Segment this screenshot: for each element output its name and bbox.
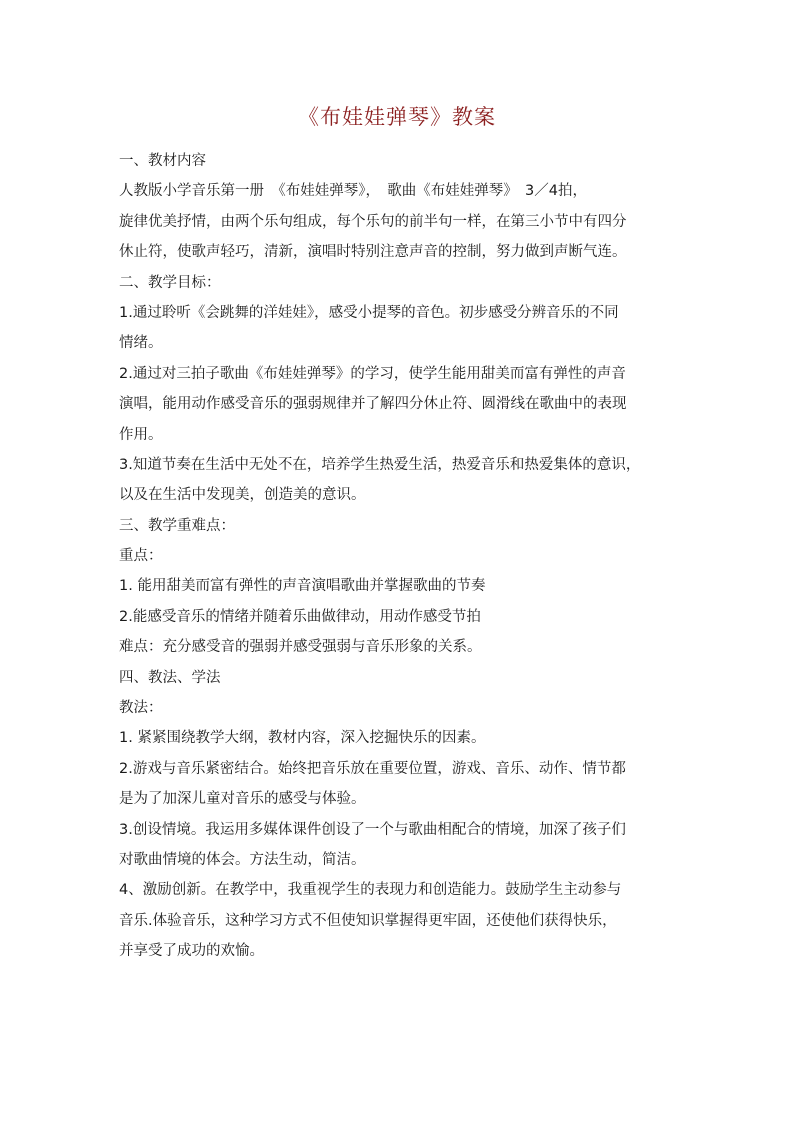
paragraph-line: 休止符，使歌声轻巧，清新，演唱时特别注意声音的控制，努力做到声断气连。 — [119, 244, 627, 261]
paragraph-line: 对歌曲情境的体会。方法生动，简洁。 — [119, 851, 366, 868]
paragraph-line: 作用。 — [119, 426, 163, 443]
paragraph-line: 2.通过对三拍子歌曲《布娃娃弹琴》的学习，使学生能用甜美而富有弹性的声音 — [119, 365, 626, 382]
paragraph-line: 音乐.体验音乐，这种学习方式不但使知识掌握得更牢固，还使他们获得快乐， — [119, 912, 617, 929]
paragraph-line: 演唱，能用动作感受音乐的强弱规律并了解四分休止符、圆滑线在歌曲中的表现 — [119, 396, 627, 413]
paragraph-line: 人教版小学音乐第一册 《布娃娃弹琴》， 歌曲《布娃娃弹琴》 3／4拍， — [119, 183, 587, 200]
paragraph-line: 2.游戏与音乐紧密结合。始终把音乐放在重要位置，游戏、音乐、动作、情节都 — [119, 760, 626, 777]
section-heading-materials: 一、教材内容 — [119, 153, 206, 169]
paragraph-line: 难点：充分感受音的强弱并感受强弱与音乐形象的关系。 — [119, 639, 482, 656]
paragraph-line: 旋律优美抒情，由两个乐句组成，每个乐句的前半句一样，在第三小节中有四分 — [119, 213, 627, 230]
paragraph-line: 1. 能用甜美而富有弹性的声音演唱歌曲并掌握歌曲的节奏 — [119, 578, 486, 595]
paragraph-line: 以及在生活中发现美，创造美的意识。 — [119, 487, 366, 504]
paragraph-line: 重点： — [119, 548, 163, 565]
paragraph-line: 并享受了成功的欢愉。 — [119, 943, 264, 960]
paragraph-line: 4、激励创新。在教学中，我重视学生的表现力和创造能力。鼓励学生主动参与 — [119, 882, 622, 899]
document-body — [119, 146, 689, 967]
paragraph-line: 3.创设情境。我运用多媒体课件创设了一个与歌曲相配合的情境，加深了孩子们 — [119, 821, 626, 838]
paragraph-line: 情绪。 — [119, 335, 163, 352]
paragraph-line: 3.知道节奏在生活中无处不在，培养学生热爱生活，热爱音乐和热爱集体的意识， — [119, 456, 641, 473]
paragraph-line: 是为了加深儿童对音乐的感受与体验。 — [119, 791, 366, 808]
section-heading-methods: 四、教法、学法 — [119, 669, 221, 686]
section-heading-goals: 二、教学目标： — [119, 274, 221, 291]
section-heading-key-points: 三、教学重难点： — [119, 517, 235, 534]
document-title: 《布娃娃弹琴》教案 — [298, 105, 496, 129]
paragraph-line: 1.通过聆听《会跳舞的洋娃娃》，感受小提琴的音色。初步感受分辨音乐的不同 — [119, 304, 619, 321]
paragraph-line: 教法： — [119, 700, 163, 717]
paragraph-line: 1. 紧紧围绕教学大纲，教材内容，深入挖掘快乐的因素。 — [119, 730, 486, 747]
paragraph-line: 2.能感受音乐的情绪并随着乐曲做律动，用动作感受节拍 — [119, 608, 481, 625]
